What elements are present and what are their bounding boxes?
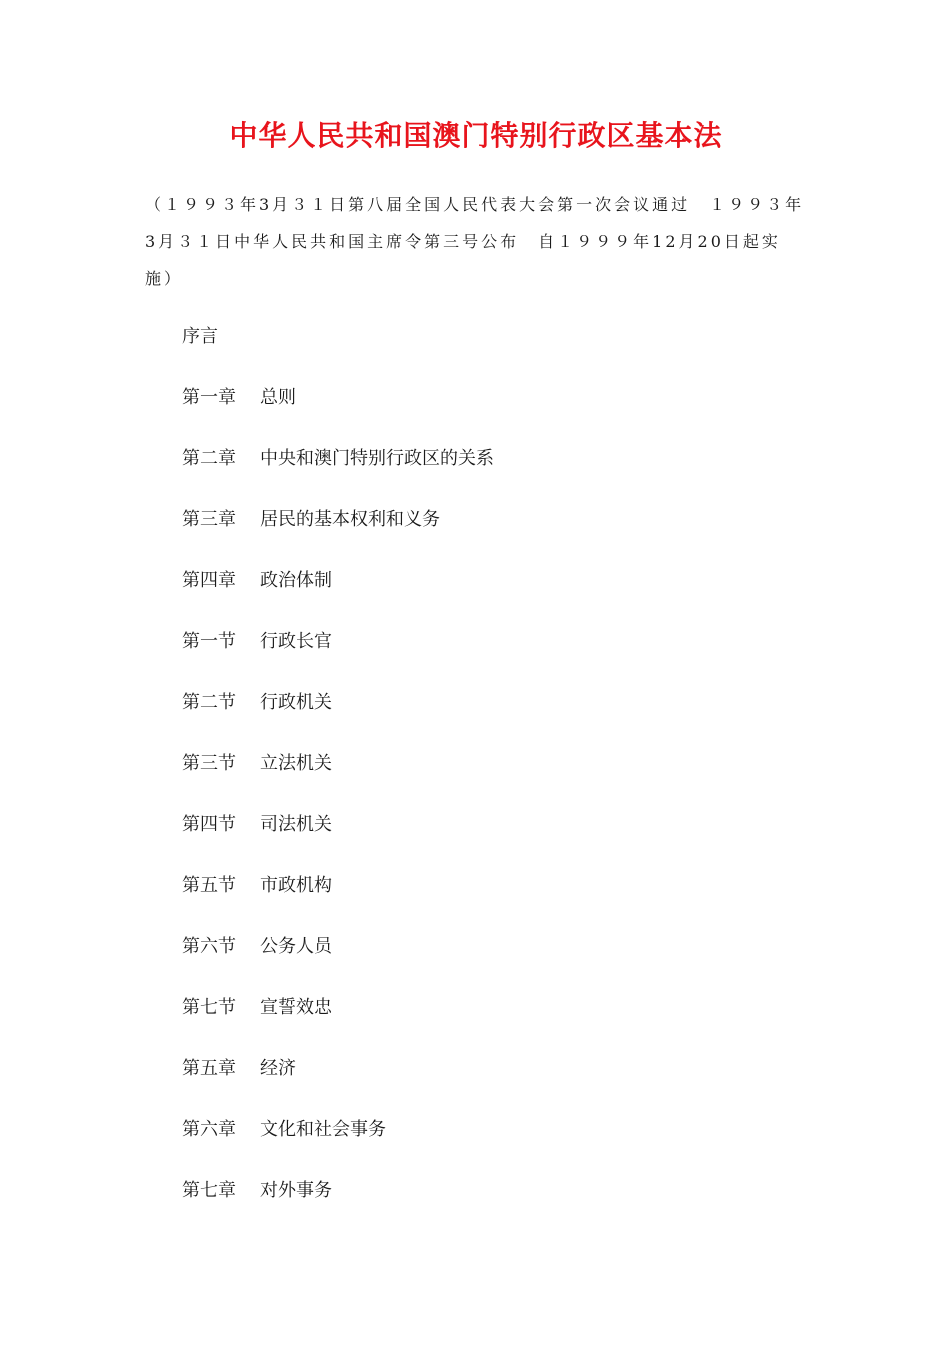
- toc-item-number: 第六节: [182, 936, 236, 957]
- toc-item: [182, 505, 494, 566]
- toc-item-title: 立法机关: [260, 753, 332, 774]
- toc-item-number: 第一章: [182, 387, 236, 408]
- toc-item-title: 经济: [260, 1058, 296, 1079]
- toc-preface-label: 序言: [182, 326, 218, 347]
- enactment-note: （１９９３年3月３１日第八届全国人民代表大会第一次会议通过 １９９３年3月３１日中华人民共和国主席令第三号公布 自１９９９年12月20日起实施）: [145, 195, 805, 288]
- toc-item: [182, 749, 494, 810]
- table-of-contents: [182, 322, 494, 1237]
- toc-item-title: 市政机构: [260, 875, 332, 896]
- toc-item: [182, 383, 494, 444]
- toc-item-number: 第二章: [182, 448, 236, 469]
- toc-item-number: 第一节: [182, 631, 236, 652]
- toc-item-number: 第三章: [182, 509, 236, 530]
- toc-preface: [182, 322, 494, 383]
- toc-item-title: 司法机关: [260, 814, 332, 835]
- toc-item: [182, 871, 494, 932]
- toc-item: [182, 566, 494, 627]
- toc-item-title: 对外事务: [260, 1180, 332, 1201]
- toc-item: [182, 810, 494, 871]
- toc-item-number: 第五节: [182, 875, 236, 896]
- toc-item-number: 第六章: [182, 1119, 236, 1140]
- toc-item-title: 总则: [260, 387, 296, 408]
- toc-item: [182, 627, 494, 688]
- toc-item-title: 宣誓效忠: [260, 997, 332, 1018]
- toc-item-title: 政治体制: [260, 570, 332, 591]
- toc-item: [182, 1176, 494, 1237]
- toc-item-number: 第七章: [182, 1180, 236, 1201]
- toc-item-title: 公务人员: [260, 936, 332, 957]
- toc-item-number: 第七节: [182, 997, 236, 1018]
- toc-item-title: 居民的基本权利和义务: [260, 509, 440, 530]
- toc-item: [182, 444, 494, 505]
- toc-item-title: 文化和社会事务: [260, 1119, 386, 1140]
- toc-item-number: 第四节: [182, 814, 236, 835]
- toc-item: [182, 688, 494, 749]
- toc-item: [182, 1054, 494, 1115]
- toc-item-number: 第三节: [182, 753, 236, 774]
- toc-item-number: 第五章: [182, 1058, 236, 1079]
- toc-item: [182, 932, 494, 993]
- document-title: 中华人民共和国澳门特别行政区基本法: [229, 119, 723, 152]
- toc-item: [182, 993, 494, 1054]
- toc-item-title: 行政机关: [260, 692, 332, 713]
- toc-item: [182, 1115, 494, 1176]
- toc-item-title: 行政长官: [260, 631, 332, 652]
- toc-item-number: 第二节: [182, 692, 236, 713]
- toc-item-number: 第四章: [182, 570, 236, 591]
- toc-item-title: 中央和澳门特别行政区的关系: [260, 448, 494, 469]
